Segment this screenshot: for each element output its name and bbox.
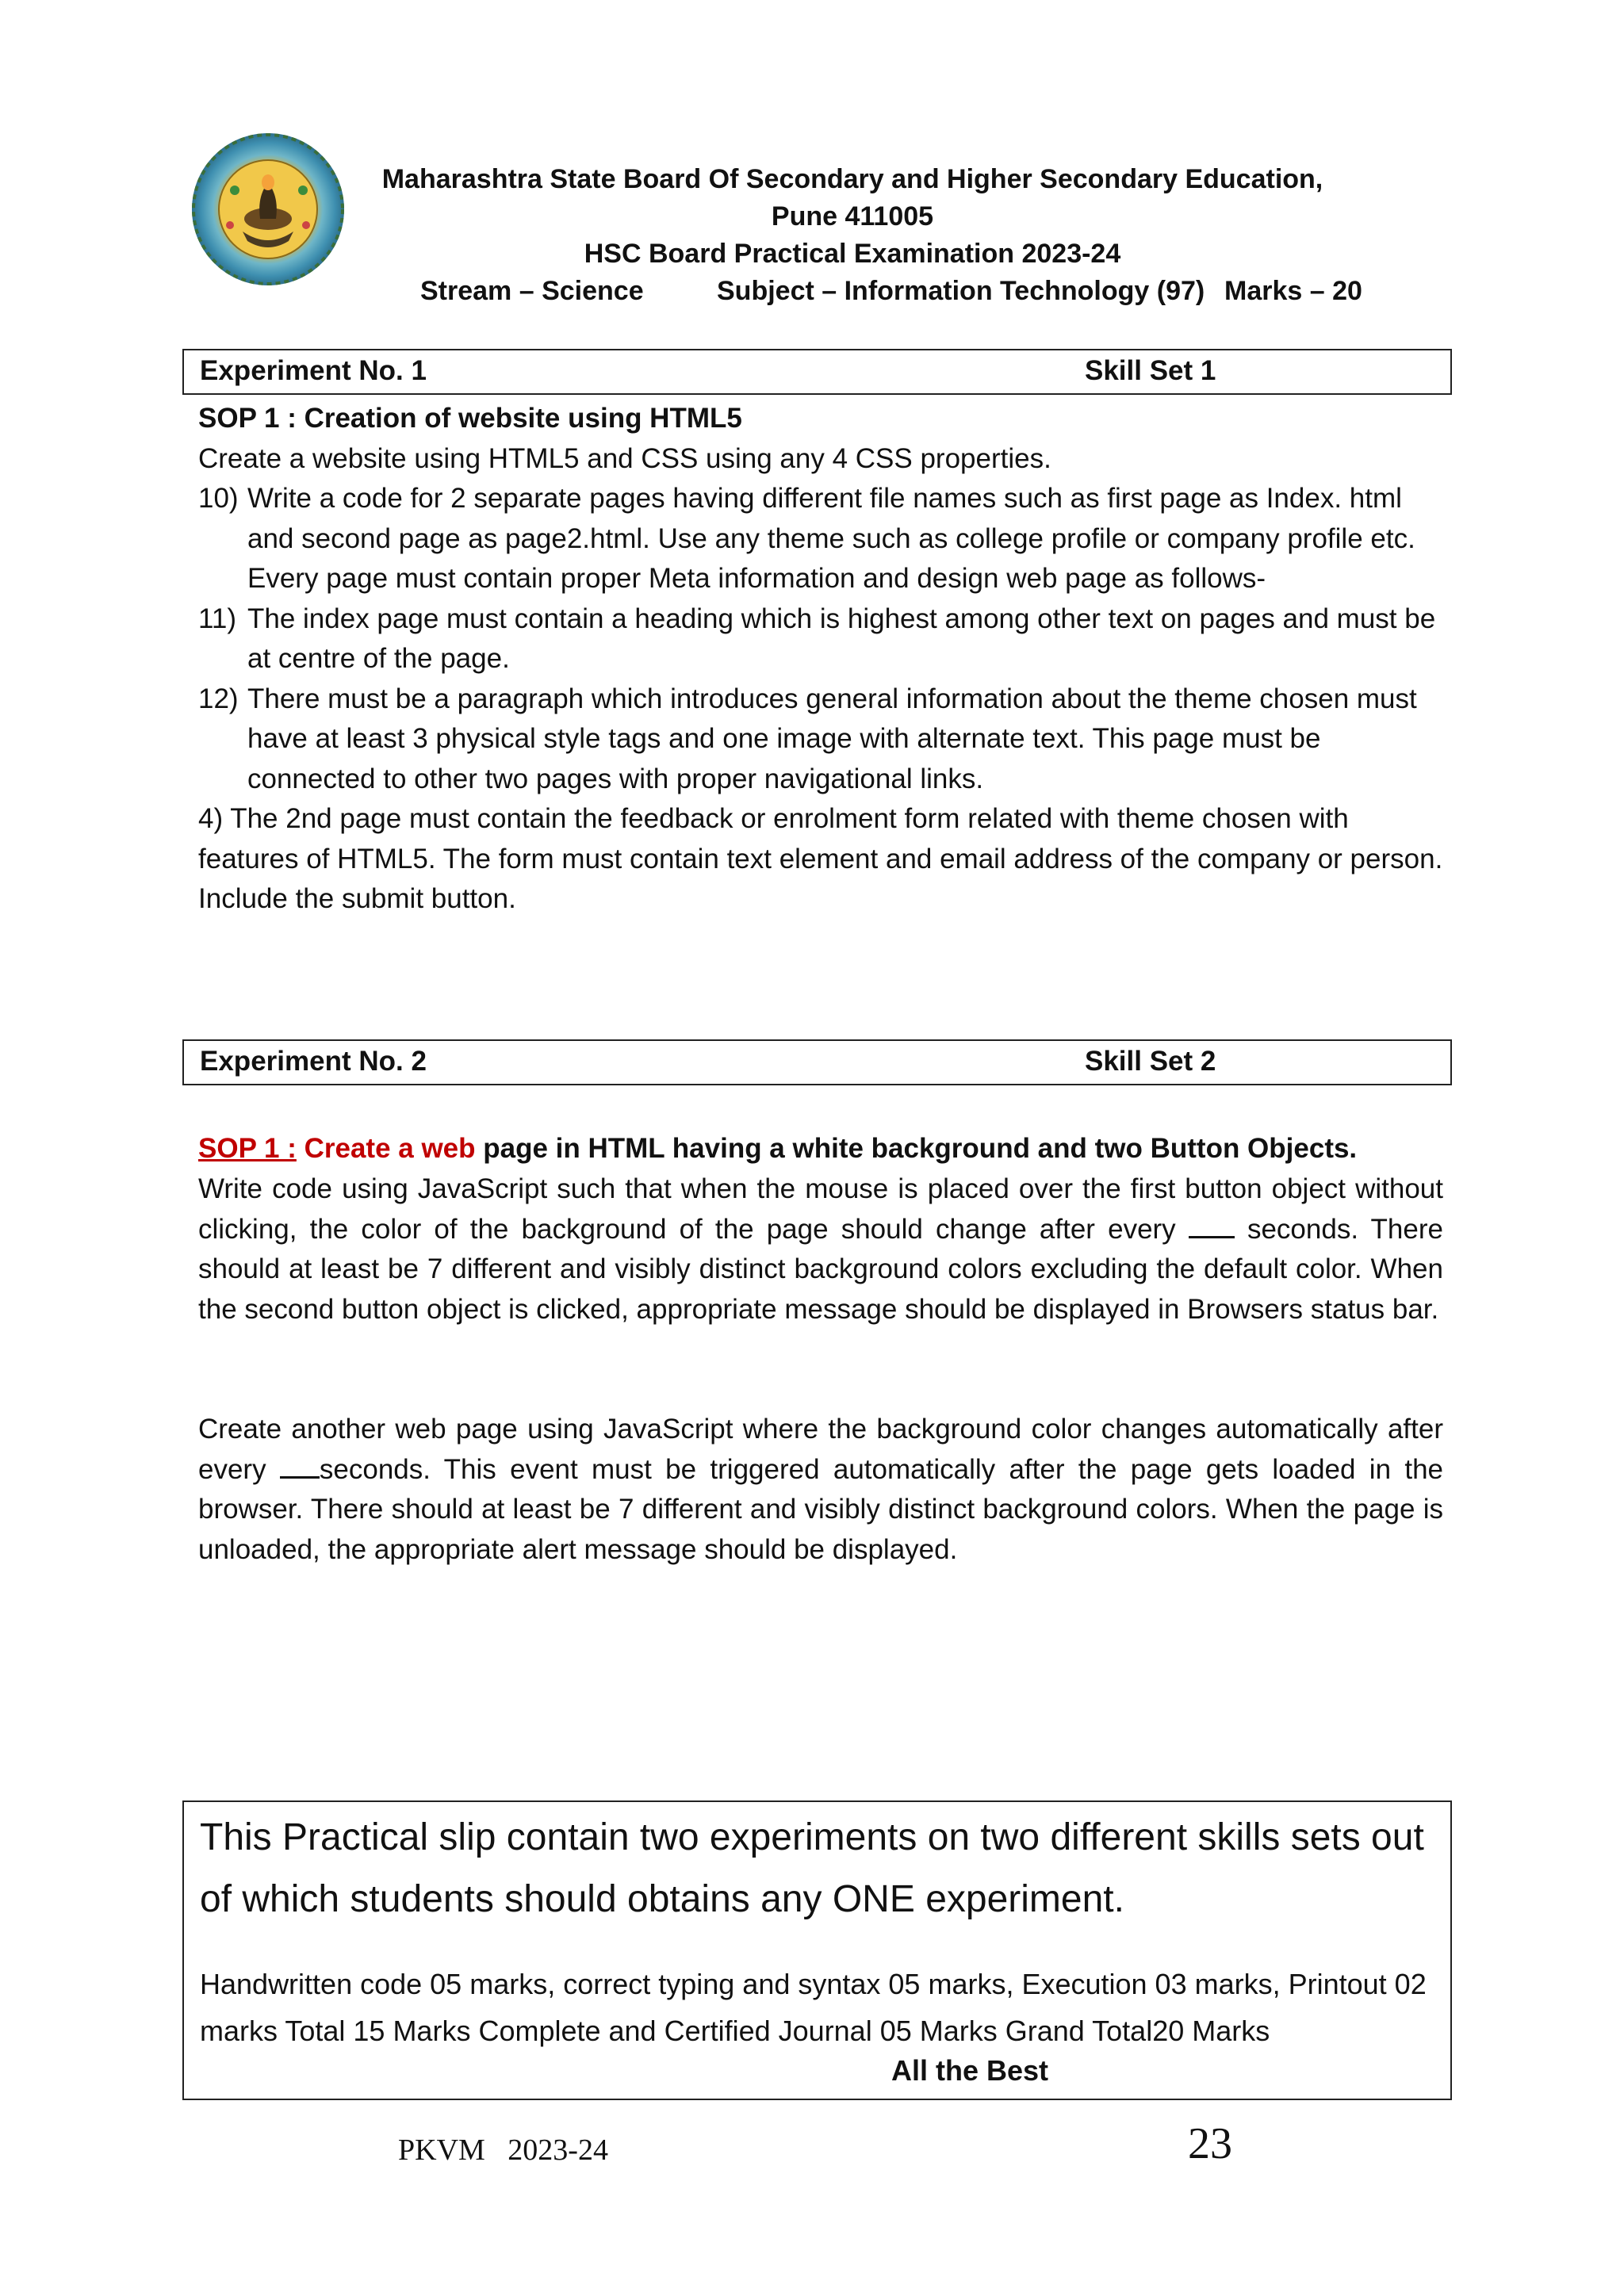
experiment-2-paragraph-1 (198, 1169, 1443, 1330)
list-item-text: The index page must contain a heading which is highest among other text on pages and must be at centre of the page. (247, 603, 1436, 674)
note-main: This Practical slip contain two experiments on two different skills sets out of which students should obtains any ONE experiment. (200, 1816, 1424, 1920)
marks-label: Marks – 20 (1224, 276, 1362, 306)
paragraph-1-part-b: seconds. There should at least be 7 different and visibly distinct background colors excluding the default color. When the second button object is clicked, appropriate message should be displayed in Browsers status bar. (198, 1213, 1443, 1325)
experiment-1-intro: Create a website using HTML5 and CSS using any 4 CSS properties. (198, 443, 1051, 474)
experiment-2-paragraph-2 (198, 1410, 1443, 1570)
list-item-text: Write a code for 2 separate pages having different file names such as first page as Index. html and second page as page2.html. Use any theme such as college profile or company profile etc. Every page must contain proper Meta information and design web page as follows- (247, 483, 1415, 594)
note-box (182, 1800, 1452, 2100)
list-item-number: 12) (198, 683, 239, 714)
sop-label: SOP 1 : (198, 1133, 297, 1164)
experiment-1-skill-set: Skill Set 1 (1085, 355, 1216, 386)
list-item (198, 679, 1443, 800)
stream-label: Stream – Science (420, 276, 644, 306)
board-seal-icon (187, 130, 349, 289)
experiment-2-skill-set: Skill Set 2 (1085, 1046, 1216, 1077)
board-name-line1: Maharashtra State Board Of Secondary and Higher Secondary Education, (381, 164, 1323, 194)
experiment-1-header (182, 349, 1452, 395)
list-item (198, 479, 1443, 599)
note-best-wishes: All the Best (891, 2054, 1049, 2087)
paragraph-2-part-a: Create another web page using JavaScript where the background color changes automatically after every (198, 1414, 1443, 1485)
board-name-line2: Pune 411005 (771, 201, 934, 232)
sop-red-text: Create a web (304, 1133, 476, 1164)
experiment-1-number: Experiment No. 1 (200, 355, 427, 386)
list-item-text: There must be a paragraph which introduces general information about the theme chosen must have at least 3 physical style tags and one image with alternate text. This page must be connected to other two pages with proper navigational links. (247, 683, 1417, 794)
experiment-2-number: Experiment No. 2 (200, 1046, 427, 1077)
blank-seconds (280, 1452, 320, 1479)
blank-seconds (1189, 1212, 1235, 1238)
subject-label: Subject – Information Technology (97) (717, 276, 1205, 306)
exam-title: HSC Board Practical Examination 2023-24 (584, 239, 1121, 269)
footer-label: PKVM 2023-24 (398, 2133, 608, 2167)
list-item-4: 4) The 2nd page must contain the feedback or enrolment form related with theme chosen with features of HTML5. The form must contain text element and email address of the company or person. Include the submit button. (198, 803, 1443, 914)
list-item-number: 10) (198, 483, 239, 514)
experiment-1-sop-title: SOP 1 : Creation of website using HTML5 (198, 403, 742, 434)
experiment-2-sop-title (198, 1129, 1443, 1169)
experiment-1-list (198, 479, 1443, 920)
sop-rest-text: page in HTML having a white background and two Button Objects. (475, 1133, 1358, 1164)
experiment-2-header (182, 1039, 1452, 1085)
note-marks: Handwritten code 05 marks, correct typing and syntax 05 marks, Execution 03 marks, Printout 02 marks Total 15 Marks Complete and Certified Journal 05 Marks Grand Total20 Marks (200, 1968, 1427, 2047)
list-item-number: 11) (198, 603, 236, 634)
list-item (198, 599, 1443, 679)
paragraph-2-part-b: seconds. This event must be triggered automatically after the page gets loaded in the browser. There should at least be 7 different and visibly distinct background colors. When the page is unloaded, the appropriate alert message should be displayed. (198, 1453, 1444, 1565)
paragraph-1-part-a: Write code using JavaScript such that when the mouse is placed over the first button object without clicking, the color of the background of the page should change after every (198, 1173, 1443, 1245)
page-number: 23 (1188, 2119, 1232, 2168)
